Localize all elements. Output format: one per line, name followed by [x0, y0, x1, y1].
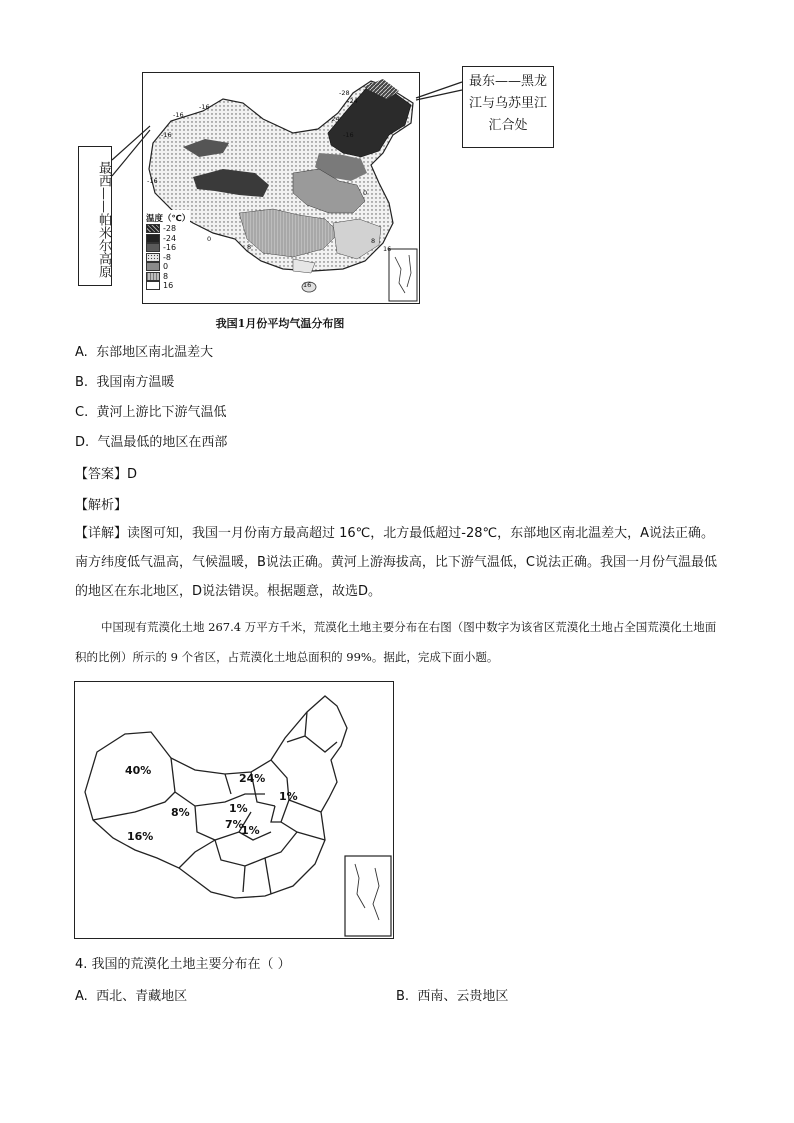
map-label: -24 [347, 97, 358, 105]
map-label: 16 [303, 281, 312, 289]
option-c: C. 黄河上游比下游气温低 [75, 405, 227, 420]
option-b: B. 我国南方温暖 [75, 375, 175, 390]
pct-label-xinjiang: 40% [125, 764, 152, 777]
pct-label-qinghai: 8% [171, 806, 190, 819]
pct-label-gansu: 7% [225, 818, 244, 831]
pct-label-ningxia: 1% [229, 802, 248, 815]
map-label: 0 [363, 189, 368, 197]
pct-label-tibet: 16% [127, 830, 154, 843]
option-d: D. 气温最低的地区在西部 [75, 435, 228, 450]
figure1-caption: 我国1月份平均气温分布图 [215, 317, 345, 330]
detail-paragraph: 【详解】读图可知，我国一月份南方最高超过 16℃，北方最低超过-28℃，东部地区南北温差大，A说法正确。南方纬度低气温高，气候温暖，B说法正确。黄河上游海拔高，比下游气温低，C说法正确。我国一月份气温最低的地区在东北地区，D说法错误。根据题意，故选D。 [75, 526, 717, 599]
q4-option-b: B. 西南、云贵地区 [396, 989, 509, 1004]
legend-item: -28 [146, 224, 190, 234]
map-label: -28 [339, 89, 350, 97]
legend-item: -8 [146, 253, 190, 263]
map-label: 0 [207, 235, 212, 243]
map-label: -16 [161, 131, 172, 139]
callout-west: 最西——帕米尔高原 [78, 146, 112, 286]
legend-item: 8 [146, 272, 190, 282]
map-label: 16 [383, 245, 392, 253]
map-label: -16 [173, 111, 184, 119]
answer-line: 【答案】D [75, 467, 138, 482]
legend-item: -24 [146, 234, 190, 244]
analysis-label: 【解析】 [75, 498, 128, 513]
pct-label-shanxi: 1% [279, 790, 298, 803]
question4-stem: 4. 我国的荒漠化土地主要分布在（ ） [75, 957, 291, 972]
option-a: A. 东部地区南北温差大 [75, 345, 214, 360]
desertification-map-drawing [75, 682, 393, 938]
map-label: 8 [247, 243, 252, 251]
map-label: -16 [343, 131, 354, 139]
pct-label-inner-mongolia: 24% [239, 772, 266, 785]
q4-option-a: A. 西北、青藏地区 [75, 989, 188, 1004]
map-label: -16 [147, 177, 158, 185]
legend-item: 0 [146, 262, 190, 272]
map-label: 8 [371, 237, 376, 245]
legend-item: -16 [146, 243, 190, 253]
legend-title: 温度（℃） [146, 214, 191, 224]
map-label: -24 [329, 115, 340, 123]
legend-item: 16 [146, 281, 190, 291]
intro-paragraph: 中国现有荒漠化土地 267.4 万平方千米，荒漠化土地主要分布在右图（图中数字为该省区荒漠化土地占全国荒漠化土地面积的比例）所示的 9 个省区，占荒漠化土地总面积的 99%。据此，完成下面小题。 [75, 620, 717, 664]
callout-pointers [0, 0, 794, 340]
desertification-map [74, 681, 394, 939]
callout-east: 最东——黑龙江与乌苏里江汇合处 [462, 66, 554, 148]
pct-label-shaanxi: 1% [241, 824, 260, 837]
map-label: -16 [199, 103, 210, 111]
